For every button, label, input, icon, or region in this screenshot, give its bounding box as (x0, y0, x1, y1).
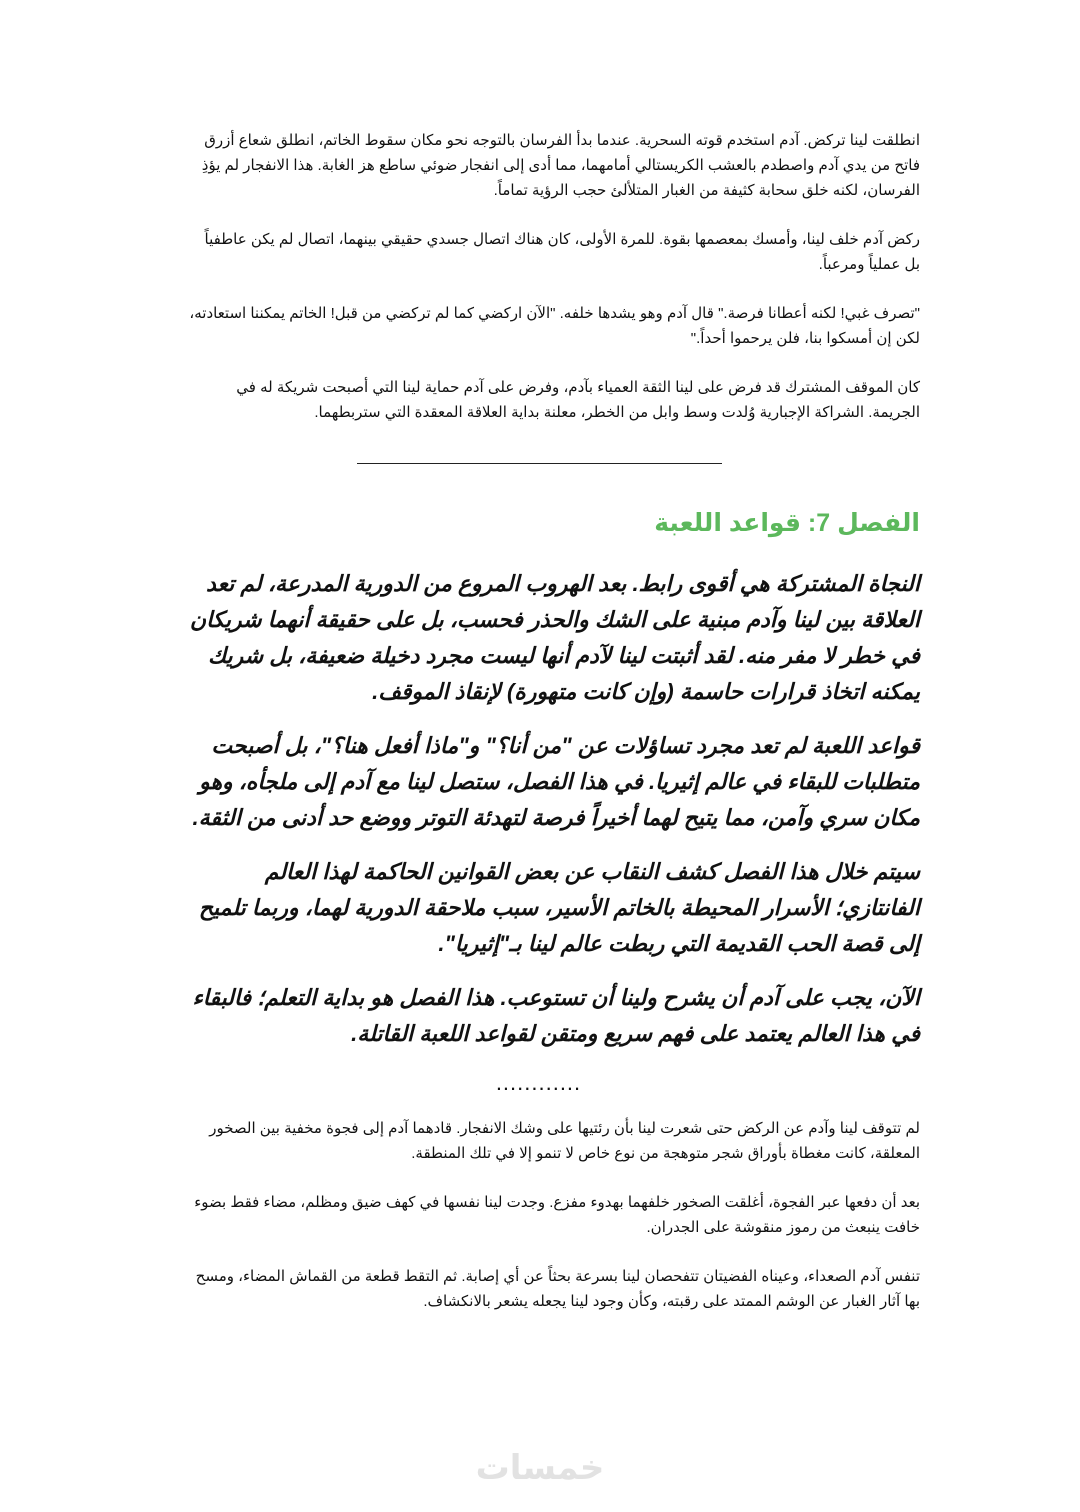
intro-paragraph: النجاة المشتركة هي أقوى رابط. بعد الهروب المروع من الدورية المدرعة، لم تعد العلاقة بين لينا وآدم مبنية على الشك والحذر فحسب، بل على حقيقة أنهما شريكان في خطر لا مفر منه. لقد أثبتت لينا لآدم أنها ليست مجرد دخيلة ضعيفة، بل شريك يمكنه اتخاذ قرارات حاسمة (وإن كانت متهورة) لإنقاذ الموقف. (189, 571, 920, 704)
section-divider (357, 463, 722, 464)
paragraph: كان الموقف المشترك قد فرض على لينا الثقة العمياء بآدم، وفرض على آدم حماية لينا التي أصبحت شريكة له في الجريمة. الشراكة الإجبارية وُلدت وسط وابل من الخطر، معلنة بداية العلاقة المعقدة التي ستربطهما. (236, 379, 920, 421)
document-page (185, 128, 920, 1338)
chapter-heading: الفصل 7: قواعد اللعبة (654, 509, 920, 537)
paragraph: بعد أن دفعها عبر الفجوة، أغلقت الصخور خلفهما بهدوء مفزع. وجدت لينا نفسها في كهف ضيق ومظلم، مضاء فقط بضوء خافت ينبعث من رموز منقوشة على الجدران. (194, 1194, 920, 1236)
intro-paragraph: قواعد اللعبة لم تعد مجرد تساؤلات عن "من أنا؟" و"ماذا أفعل هنا؟"، بل أصبحت متطلبات للبقاء في عالم إثيريا. في هذا الفصل، ستصل لينا مع آدم إلى ملجأه، وهو مكان سري وآمن، مما يتيح لهما أخيراً فرصة لتهدئة التوتر ووضع حد أدنى من الثقة. (192, 733, 920, 830)
paragraph: لم تتوقف لينا وآدم عن الركض حتى شعرت لينا بأن رئتيها على وشك الانفجار. قادهما آدم إلى فجوة مخفية بين الصخور المعلقة، كانت مغطاة بأوراق شجر متوهجة من نوع خاص لا تنمو إلا في تلك المنطقة. (209, 1120, 920, 1162)
paragraph: ركض آدم خلف لينا، وأمسك بمعصمها بقوة. للمرة الأولى، كان هناك اتصال جسدي حقيقي بينهما، اتصال لم يكن عاطفياً بل عملياً ومرعباً. (204, 231, 920, 273)
separator-dots: ............ (495, 1070, 582, 1095)
paragraph: انطلقت لينا تركض. آدم استخدم قوته السحرية. عندما بدأ الفرسان بالتوجه نحو مكان سقوط الخاتم، انطلق شعاع أزرق فاتح من يدي آدم واصطدم بالعشب الكريستالي أمامهما، مما أدى إلى انفجار ضوئي ساطع هز الغابة. هذا الانفجار لم يؤذِ الفرسان، لكنه خلق سحابة كثيفة من الغبار المتلألئ حجب الرؤية تماماً. (201, 132, 920, 199)
paragraph: "تصرف غبي! لكنه أعطانا فرصة." قال آدم وهو يشدها خلفه. "الآن اركضي كما لم تركضي من قبل! الخاتم يمكننا استعادته، لكن إن أمسكوا بنا، فلن يرحموا أحداً." (189, 305, 920, 347)
watermark-logo: خمسات (475, 1449, 605, 1487)
intro-paragraph: الآن، يجب على آدم أن يشرح ولينا أن تستوعب. هذا الفصل هو بداية التعلم؛ فالبقاء في هذا العالم يعتمد على فهم سريع ومتقن لقواعد اللعبة القاتلة. (192, 985, 920, 1046)
intro-paragraph: سيتم خلال هذا الفصل كشف النقاب عن بعض القوانين الحاكمة لهذا العالم الفانتازي؛ الأسرار المحيطة بالخاتم الأسير، سبب ملاحقة الدورية لهما، وربما تلميح إلى قصة الحب القديمة التي ربطت عالم لينا بـ"إثيريا". (198, 859, 920, 956)
paragraph: تنفس آدم الصعداء، وعيناه الفضيتان تتفحصان لينا بسرعة بحثاً عن أي إصابة. ثم التقط قطعة من القماش المضاء، ومسح بها آثار الغبار عن الوشم الممتد على رقبته، وكأن وجود لينا يجعله يشعر بالانكشاف. (195, 1268, 920, 1310)
